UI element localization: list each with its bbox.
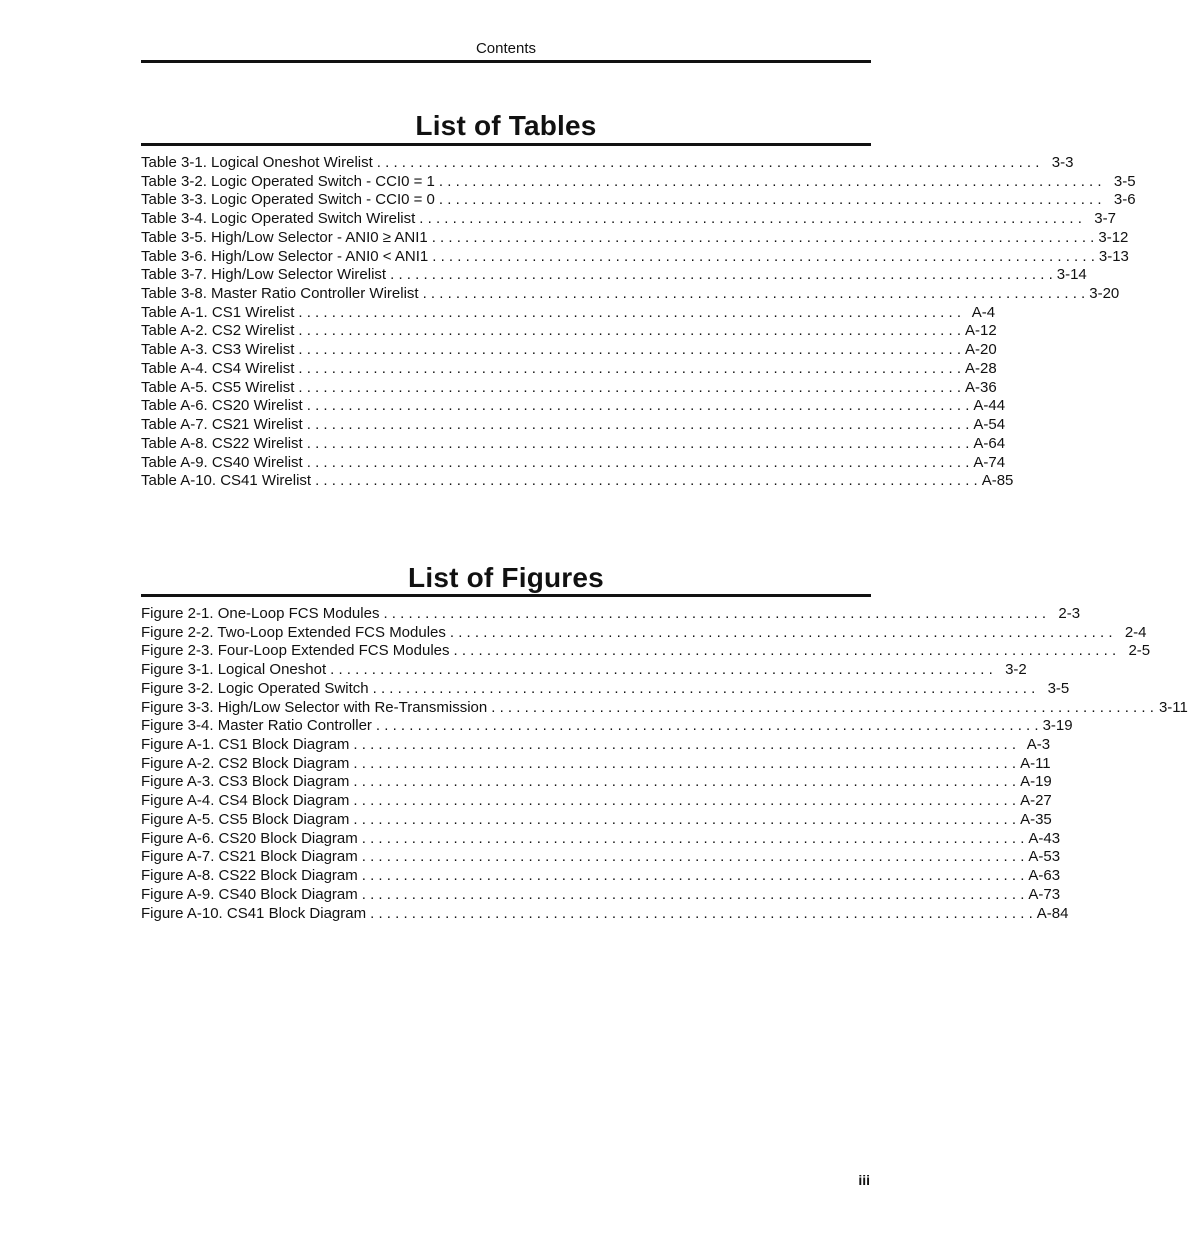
- toc-entry[interactable]: [141, 453, 1006, 473]
- dot-leader: . . . . . . . . . . . . . . . . . . . . . . . . . . . . . . . . . . . . . . . . . . . . . . . . . . . . . . . . . . . . . . . . . . . . . . . . . . . . . . . .: [453, 642, 1117, 660]
- entry-page-number: A-20: [965, 341, 997, 359]
- toc-entry[interactable]: [141, 810, 1052, 830]
- toc-entry[interactable]: [141, 717, 1073, 736]
- entry-label: Table A-7. CS21 Wirelist: [141, 416, 303, 434]
- entry-page-number: 3-19: [1042, 717, 1073, 735]
- entry-label: Figure 3-1. Logical Oneshot: [141, 661, 327, 679]
- entry-label: Table A-9. CS40 Wirelist: [141, 453, 303, 471]
- list-of-tables-rule: [141, 143, 871, 146]
- entry-page-number: 3-2: [1005, 661, 1027, 679]
- entry-label: Figure A-6. CS20 Block Diagram: [141, 829, 358, 847]
- entry-page-number: 3-14: [1056, 266, 1087, 284]
- entry-page-number: 3-12: [1098, 228, 1129, 246]
- toc-entry[interactable]: [141, 623, 1147, 643]
- toc-entry[interactable]: [141, 247, 1129, 267]
- entry-label: Figure 3-4. Master Ratio Controller: [141, 717, 372, 735]
- dot-leader: . . . . . . . . . . . . . . . . . . . . . . . . . . . . . . . . . . . . . . . . . . . . . . . . . . . . . . . . . . . . . . . . . . . . . . . . . . . . . . . .: [449, 623, 1113, 641]
- dot-leader: . . . . . . . . . . . . . . . . . . . . . . . . . . . . . . . . . . . . . . . . . . . . . . . . . . . . . . . . . . . . . . . . . . . . . . . . . . . . . . . .: [306, 434, 970, 452]
- toc-entry[interactable]: [141, 829, 1061, 849]
- entry-page-number: 2-5: [1128, 642, 1151, 660]
- entry-page-number: A-35: [1020, 810, 1052, 828]
- entry-label: Figure A-3. CS3 Block Diagram: [141, 773, 350, 791]
- toc-entry[interactable]: [141, 172, 1136, 192]
- entry-page-number: A-28: [965, 359, 997, 377]
- dot-leader: . . . . . . . . . . . . . . . . . . . . . . . . . . . . . . . . . . . . . . . . . . . . . . . . . . . . . . . . . . . . . . . . . . . . . . . . . . . . . . . .: [370, 904, 1033, 922]
- dot-leader: . . . . . . . . . . . . . . . . . . . . . . . . . . . . . . . . . . . . . . . . . . . . . . . . . . . . . . . . . . . . . . . . . . . . . . . . . . . . . . . .: [361, 848, 1025, 866]
- dot-leader: . . . . . . . . . . . . . . . . . . . . . . . . . . . . . . . . . . . . . . . . . . . . . . . . . . . . . . . . . . . . . . . . . . . . . . . . . . . . . . . .: [390, 266, 1053, 284]
- entry-page-number: A-4: [971, 303, 996, 321]
- entry-label: Figure A-9. CS40 Block Diagram: [141, 885, 358, 903]
- entry-label: Table 3-3. Logic Operated Switch - CCI0 = 0: [141, 191, 435, 209]
- dot-leader: . . . . . . . . . . . . . . . . . . . . . . . . . . . . . . . . . . . . . . . . . . . . . . . . . . . . . . . . . . . . . . . . . . . . . . . . . . . . . . . .: [330, 661, 993, 679]
- entry-label: Figure 3-2. Logic Operated Switch: [141, 679, 369, 697]
- list-of-tables: [141, 154, 1136, 491]
- toc-entry[interactable]: [141, 867, 1061, 886]
- entry-page-number: A-11: [1020, 754, 1051, 772]
- entry-page-number: 3-20: [1089, 285, 1120, 303]
- entry-label: Table A-4. CS4 Wirelist: [141, 359, 295, 377]
- entry-label: Table A-6. CS20 Wirelist: [141, 397, 303, 415]
- entry-page-number: A-73: [1028, 885, 1061, 903]
- toc-entry[interactable]: [141, 154, 1074, 173]
- entry-page-number: A-53: [1028, 848, 1061, 866]
- entry-label: Table A-10. CS41 Wirelist: [141, 472, 312, 490]
- entry-label: Figure A-7. CS21 Block Diagram: [141, 848, 358, 866]
- entry-label: Figure 2-3. Four-Loop Extended FCS Modules: [141, 642, 450, 660]
- entry-page-number: A-27: [1020, 792, 1052, 810]
- entry-page-number: 3-6: [1113, 191, 1136, 209]
- dot-leader: . . . . . . . . . . . . . . . . . . . . . . . . . . . . . . . . . . . . . . . . . . . . . . . . . . . . . . . . . . . . . . . . . . . . . . . . . . . . . . . .: [361, 867, 1025, 885]
- entry-page-number: A-54: [973, 416, 1006, 434]
- toc-entry[interactable]: [141, 792, 1052, 811]
- entry-page-number: A-84: [1036, 904, 1069, 922]
- entry-label: Table 3-2. Logic Operated Switch - CCI0 = 1: [141, 172, 435, 190]
- dot-leader: . . . . . . . . . . . . . . . . . . . . . . . . . . . . . . . . . . . . . . . . . . . . . . . . . . . . . . . . . . . . . . . . . . . . . . . . . . . . . . . .: [375, 717, 1039, 735]
- entry-page-number: 2-4: [1124, 623, 1147, 641]
- entry-label: Table 3-1. Logical Oneshot Wirelist: [141, 154, 373, 171]
- entry-page-number: A-43: [1028, 829, 1061, 847]
- toc-entry[interactable]: [141, 228, 1129, 248]
- entry-label: Table A-5. CS5 Wirelist: [141, 378, 295, 396]
- dot-leader: . . . . . . . . . . . . . . . . . . . . . . . . . . . . . . . . . . . . . . . . . . . . . . . . . . . . . . . . . . . . . . . . . . . . . . . . . . . . . . . .: [422, 285, 1086, 303]
- dot-leader: . . . . . . . . . . . . . . . . . . . . . . . . . . . . . . . . . . . . . . . . . . . . . . . . . . . . . . . . . . . . . . . . . . . . . . . . . . . . . . . .: [298, 359, 962, 377]
- toc-entry[interactable]: [141, 736, 1051, 755]
- entry-page-number: 3-3: [1051, 154, 1074, 171]
- dot-leader: . . . . . . . . . . . . . . . . . . . . . . . . . . . . . . . . . . . . . . . . . . . . . . . . . . . . . . . . . . . . . . . . . . . . . . . . . . . . . . . .: [353, 736, 1017, 754]
- dot-leader: . . . . . . . . . . . . . . . . . . . . . . . . . . . . . . . . . . . . . . . . . . . . . . . . . . . . . . . . . . . . . . . . . . . . . . . . . . . . . . . .: [298, 378, 962, 396]
- dot-leader: . . . . . . . . . . . . . . . . . . . . . . . . . . . . . . . . . . . . . . . . . . . . . . . . . . . . . . . . . . . . . . . . . . . . . . . . . . . . . . . .: [438, 172, 1102, 190]
- entry-label: Figure 2-2. Two-Loop Extended FCS Modules: [141, 623, 446, 641]
- entry-page-number: A-19: [1020, 773, 1052, 791]
- dot-leader: . . . . . . . . . . . . . . . . . . . . . . . . . . . . . . . . . . . . . . . . . . . . . . . . . . . . . . . . . . . . . . . . . . . . . . . . . . . . . . . .: [306, 397, 970, 415]
- dot-leader: . . . . . . . . . . . . . . . . . . . . . . . . . . . . . . . . . . . . . . . . . . . . . . . . . . . . . . . . . . . . . . . . . . . . . . . . . . . . . . . .: [298, 341, 962, 359]
- dot-leader: . . . . . . . . . . . . . . . . . . . . . . . . . . . . . . . . . . . . . . . . . . . . . . . . . . . . . . . . . . . . . . . . . . . . . . . . . . . . . . . .: [306, 453, 970, 471]
- list-of-tables-title: List of Tables: [415, 110, 597, 141]
- entry-label: Table A-2. CS2 Wirelist: [141, 322, 295, 340]
- toc-entry[interactable]: [141, 679, 1070, 699]
- page-number: iii: [858, 1172, 870, 1188]
- toc-entry[interactable]: [141, 472, 1014, 491]
- entry-page-number: A-64: [973, 434, 1006, 452]
- toc-entry[interactable]: [141, 359, 997, 379]
- entry-label: Table A-8. CS22 Wirelist: [141, 434, 303, 452]
- entry-page-number: A-36: [965, 378, 997, 396]
- toc-entry[interactable]: [141, 434, 1006, 454]
- dot-leader: . . . . . . . . . . . . . . . . . . . . . . . . . . . . . . . . . . . . . . . . . . . . . . . . . . . . . . . . . . . . . . . . . . . . . . . . . . . . . . . .: [306, 416, 970, 434]
- toc-entry[interactable]: [141, 416, 1006, 435]
- toc-entry[interactable]: [141, 322, 997, 341]
- entry-label: Figure 3-3. High/Low Selector with Re-Transmission: [141, 698, 488, 716]
- toc-entry[interactable]: [141, 397, 1006, 416]
- toc-entry[interactable]: [141, 773, 1052, 792]
- dot-leader: . . . . . . . . . . . . . . . . . . . . . . . . . . . . . . . . . . . . . . . . . . . . . . . . . . . . . . . . . . . . . . . . . . . . . . . . . . . . . . . .: [361, 829, 1025, 847]
- entry-label: Table A-3. CS3 Wirelist: [141, 341, 295, 359]
- dot-leader: . . . . . . . . . . . . . . . . . . . . . . . . . . . . . . . . . . . . . . . . . . . . . . . . . . . . . . . . . . . . . . . . . . . . . . . . . . . . . . . .: [361, 885, 1025, 903]
- toc-entry[interactable]: [141, 885, 1061, 905]
- entry-page-number: A-63: [1028, 867, 1061, 885]
- header-rule: [141, 60, 871, 63]
- entry-page-number: 3-7: [1094, 210, 1116, 228]
- dot-leader: . . . . . . . . . . . . . . . . . . . . . . . . . . . . . . . . . . . . . . . . . . . . . . . . . . . . . . . . . . . . . . . . . . . . . . . . . . . . . . . .: [376, 154, 1040, 171]
- toc-entry[interactable]: [141, 285, 1120, 304]
- toc-entry[interactable]: [141, 642, 1151, 661]
- dot-leader: . . . . . . . . . . . . . . . . . . . . . . . . . . . . . . . . . . . . . . . . . . . . . . . . . . . . . . . . . . . . . . . . . . . . . . . . . . . . . . . .: [298, 322, 962, 340]
- entry-page-number: A-44: [973, 397, 1006, 415]
- toc-entry[interactable]: [141, 698, 1188, 718]
- entry-label: Figure A-1. CS1 Block Diagram: [141, 736, 350, 754]
- toc-entry[interactable]: [141, 210, 1116, 229]
- entry-page-number: 3-11: [1158, 698, 1188, 716]
- dot-leader: . . . . . . . . . . . . . . . . . . . . . . . . . . . . . . . . . . . . . . . . . . . . . . . . . . . . . . . . . . . . . . . . . . . . . . . . . . . . . . . .: [419, 210, 1082, 228]
- entry-page-number: A-3: [1026, 736, 1051, 754]
- dot-leader: . . . . . . . . . . . . . . . . . . . . . . . . . . . . . . . . . . . . . . . . . . . . . . . . . . . . . . . . . . . . . . . . . . . . . . . . . . . . . . . .: [438, 191, 1102, 209]
- toc-entry[interactable]: [141, 191, 1136, 210]
- list-of-figures-title: List of Figures: [408, 562, 604, 593]
- toc-entry[interactable]: [141, 378, 997, 398]
- toc-entry[interactable]: [141, 266, 1087, 285]
- dot-leader: . . . . . . . . . . . . . . . . . . . . . . . . . . . . . . . . . . . . . . . . . . . . . . . . . . . . . . . . . . . . . . . . . . . . . . . . . . . . . . . .: [431, 228, 1095, 246]
- list-of-figures: [141, 605, 1188, 923]
- entry-page-number: A-85: [981, 472, 1014, 490]
- entry-label: Table A-1. CS1 Wirelist: [141, 303, 295, 321]
- entry-label: Table 3-4. Logic Operated Switch Wirelist: [141, 210, 416, 228]
- toc-entry[interactable]: [141, 754, 1051, 774]
- entry-label: Figure 2-1. One-Loop FCS Modules: [141, 605, 380, 622]
- entry-label: Figure A-8. CS22 Block Diagram: [141, 867, 358, 885]
- entry-label: Table 3-8. Master Ratio Controller Wirelist: [141, 285, 419, 303]
- toc-entry[interactable]: [141, 341, 997, 360]
- dot-leader: . . . . . . . . . . . . . . . . . . . . . . . . . . . . . . . . . . . . . . . . . . . . . . . . . . . . . . . . . . . . . . . . . . . . . . . . . . . . . . . .: [491, 698, 1154, 716]
- entry-page-number: 3-13: [1098, 247, 1129, 265]
- entry-page-number: A-12: [965, 322, 997, 340]
- toc-entry[interactable]: [141, 848, 1061, 867]
- toc-entry[interactable]: [141, 904, 1069, 924]
- dot-leader: . . . . . . . . . . . . . . . . . . . . . . . . . . . . . . . . . . . . . . . . . . . . . . . . . . . . . . . . . . . . . . . . . . . . . . . . . . . . . . . .: [353, 810, 1017, 828]
- dot-leader: . . . . . . . . . . . . . . . . . . . . . . . . . . . . . . . . . . . . . . . . . . . . . . . . . . . . . . . . . . . . . . . . . . . . . . . . . . . . . . . .: [372, 679, 1036, 697]
- entry-label: Figure A-4. CS4 Block Diagram: [141, 792, 350, 810]
- entry-label: Table 3-6. High/Low Selector - ANI0 < ANI1: [141, 247, 429, 265]
- dot-leader: . . . . . . . . . . . . . . . . . . . . . . . . . . . . . . . . . . . . . . . . . . . . . . . . . . . . . . . . . . . . . . . . . . . . . . . . . . . . . . . .: [353, 754, 1017, 772]
- dot-leader: . . . . . . . . . . . . . . . . . . . . . . . . . . . . . . . . . . . . . . . . . . . . . . . . . . . . . . . . . . . . . . . . . . . . . . . . . . . . . . . .: [432, 247, 1095, 265]
- list-of-figures-rule: [141, 594, 871, 597]
- entry-label: Figure A-10. CS41 Block Diagram: [141, 904, 367, 922]
- entry-label: Figure A-5. CS5 Block Diagram: [141, 810, 350, 828]
- entry-page-number: 3-5: [1113, 172, 1136, 190]
- entry-page-number: 2-3: [1058, 605, 1081, 622]
- entry-label: Table 3-7. High/Low Selector Wirelist: [141, 266, 387, 284]
- dot-leader: . . . . . . . . . . . . . . . . . . . . . . . . . . . . . . . . . . . . . . . . . . . . . . . . . . . . . . . . . . . . . . . . . . . . . . . . . . . . . . . .: [315, 472, 978, 490]
- toc-entry[interactable]: [141, 661, 1027, 680]
- dot-leader: . . . . . . . . . . . . . . . . . . . . . . . . . . . . . . . . . . . . . . . . . . . . . . . . . . . . . . . . . . . . . . . . . . . . . . . . . . . . . . . .: [383, 605, 1047, 622]
- entry-page-number: A-74: [973, 453, 1006, 471]
- entry-label: Table 3-5. High/Low Selector - ANI0 ≥ ANI1: [141, 228, 428, 246]
- running-head: Contents: [475, 40, 537, 57]
- dot-leader: . . . . . . . . . . . . . . . . . . . . . . . . . . . . . . . . . . . . . . . . . . . . . . . . . . . . . . . . . . . . . . . . . . . . . . . . . . . . . . . .: [353, 773, 1017, 791]
- toc-entry[interactable]: [141, 303, 996, 323]
- toc-entry[interactable]: [141, 605, 1081, 624]
- dot-leader: . . . . . . . . . . . . . . . . . . . . . . . . . . . . . . . . . . . . . . . . . . . . . . . . . . . . . . . . . . . . . . . . . . . . . . . . . . . . . . . .: [353, 792, 1017, 810]
- dot-leader: . . . . . . . . . . . . . . . . . . . . . . . . . . . . . . . . . . . . . . . . . . . . . . . . . . . . . . . . . . . . . . . . . . . . . . . . . . . . . . . .: [298, 303, 962, 321]
- entry-page-number: 3-5: [1047, 679, 1070, 697]
- entry-label: Figure A-2. CS2 Block Diagram: [141, 754, 350, 772]
